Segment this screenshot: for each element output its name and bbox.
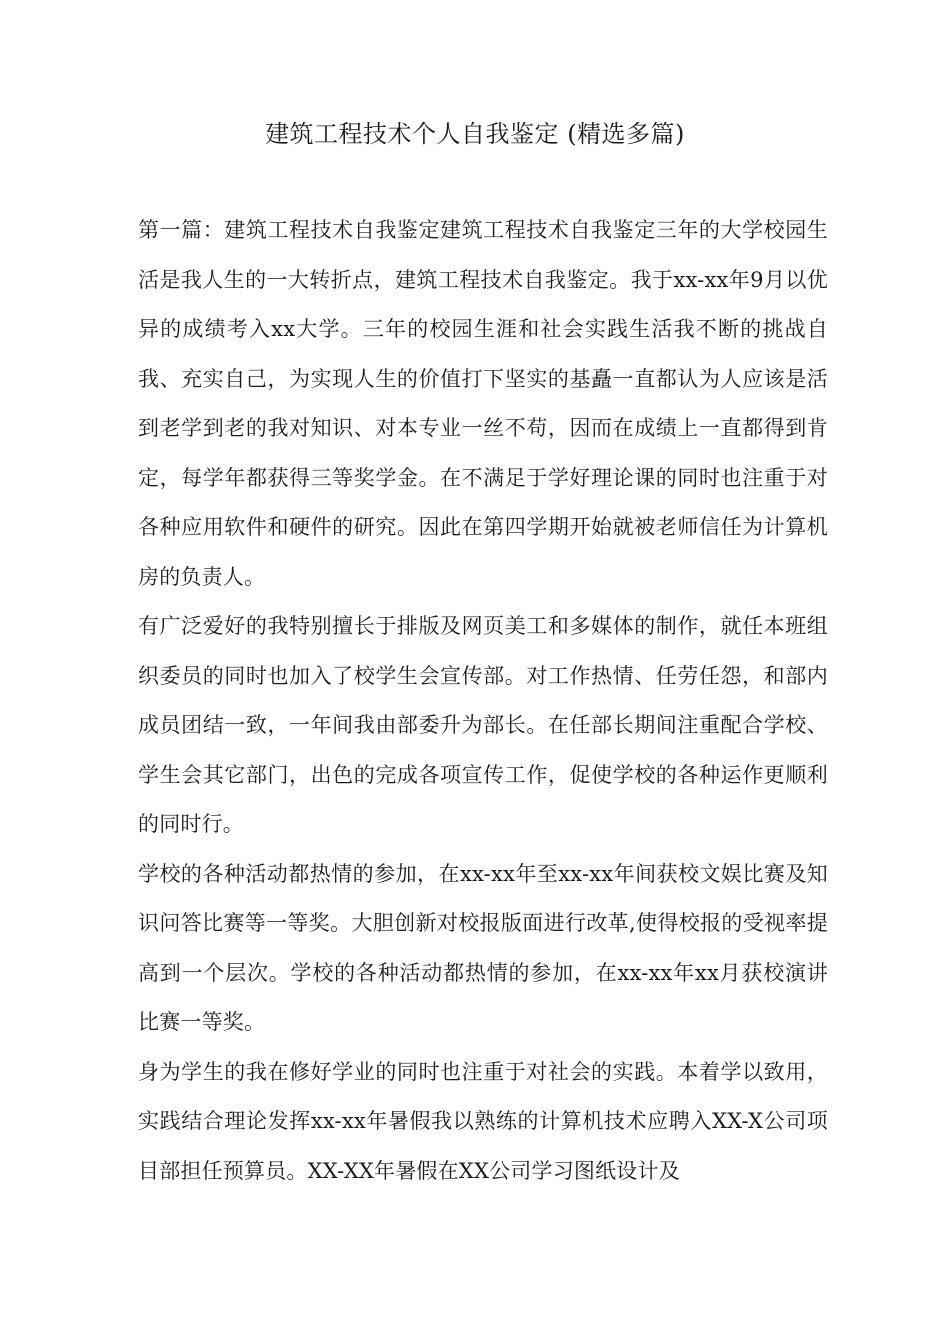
paragraph-3: 学校的各种活动都热情的参加，在xx-xx年至xx-xx年间获校文娱比赛及知识问答比赛等一等奖。大胆创新对校报版面进行改革,使得校报的受视率提高到一个层次。学校的各种活动都热情的参加，在xx-xx年xx月获校演讲比赛一等奖。: [138, 861, 828, 1034]
document-title: 建筑工程技术个人自我鉴定 (精选多篇): [265, 120, 685, 148]
document-body: [138, 206, 828, 1196]
paragraph-1: 第一篇：建筑工程技术自我鉴定建筑工程技术自我鉴定三年的大学校园生活是我人生的一大转折点，建筑工程技术自我鉴定。我于xx-xx年9月以优异的成绩考入xx大学。三年的校园生涯和社会实践生活我不断的挑战自我、充实自己，为实现人生的价值打下坚实的基矗一直都认为人应该是活到老学到老的我对知识、对本专业一丝不苟，因而在成绩上一直都得到肯定，每学年都获得三等奖学金。在不满足于学好理论课的同时也注重于对各种应用软件和硬件的研究。因此在第四学期开始就被老师信任为计算机房的负责人。: [138, 218, 828, 589]
paragraph-4: 身为学生的我在修好学业的同时也注重于对社会的实践。本着学以致用，实践结合理论发挥xx-xx年暑假我以熟练的计算机技术应聘入XX-X公司项目部担任预算员。XX-XX年暑假在XX公司学习图纸设计及: [138, 1059, 828, 1183]
paragraph-2: 有广泛爱好的我特别擅长于排版及网页美工和多媒体的制作，就任本班组织委员的同时也加入了校学生会宣传部。对工作热情、任劳任怨，和部内成员团结一致，一年间我由部委升为部长。在任部长期间注重配合学校、学生会其它部门，出色的完成各项宣传工作，促使学校的各种运作更顺利的同时行。: [138, 614, 828, 836]
